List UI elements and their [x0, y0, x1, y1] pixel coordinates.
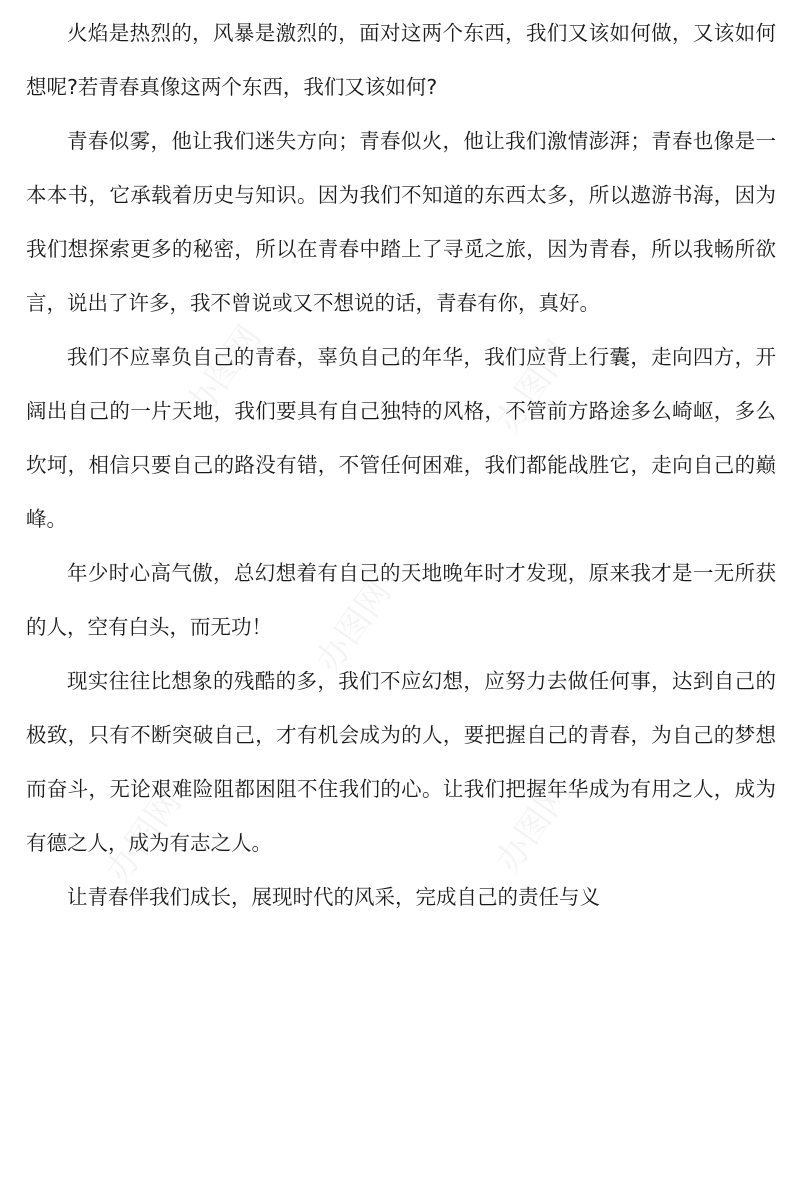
paragraph-3: 我们不应辜负自己的青春，辜负自己的年华，我们应背上行囊，走向四方，开阔出自己的一片天地，我们要具有自己独特的风格，不管前方路途多么崎岖，多么坎坷，相信只要自己的路没有错，不管任何困难，我们都能战胜它，走向自己的巅峰。 [26, 345, 776, 531]
paragraph-1: 火焰是热烈的，风暴是激烈的，面对这两个东西，我们又该如何做，又该如何想呢?若青春真像这两个东西，我们又该如何? [26, 21, 776, 99]
document-body [26, 6, 776, 924]
paragraph-4: 年少时心高气傲，总幻想着有自己的天地晚年时才发现，原来我才是一无所获的人，空有白头，而无功！ [26, 561, 776, 639]
paragraph-2: 青春似雾，他让我们迷失方向；青春似火，他让我们激情澎湃；青春也像是一本本书，它承载着历史与知识。因为我们不知道的东西太多，所以遨游书海，因为我们想探索更多的秘密，所以在青春中踏上了寻觅之旅，因为青春，所以我畅所欲言，说出了许多，我不曾说或又不想说的话，青春有你，真好。 [26, 129, 776, 315]
paragraph-5: 现实往往比想象的残酷的多，我们不应幻想，应努力去做任何事，达到自己的极致，只有不断突破自己，才有机会成为的人，要把握自己的青春，为自己的梦想而奋斗，无论艰难险阻都困阻不住我们的心。让我们把握年华成为有用之人，成为有德之人，成为有志之人。 [26, 669, 776, 855]
paragraph-6: 让青春伴我们成长，展现时代的风采，完成自己的责任与义 [67, 885, 600, 909]
